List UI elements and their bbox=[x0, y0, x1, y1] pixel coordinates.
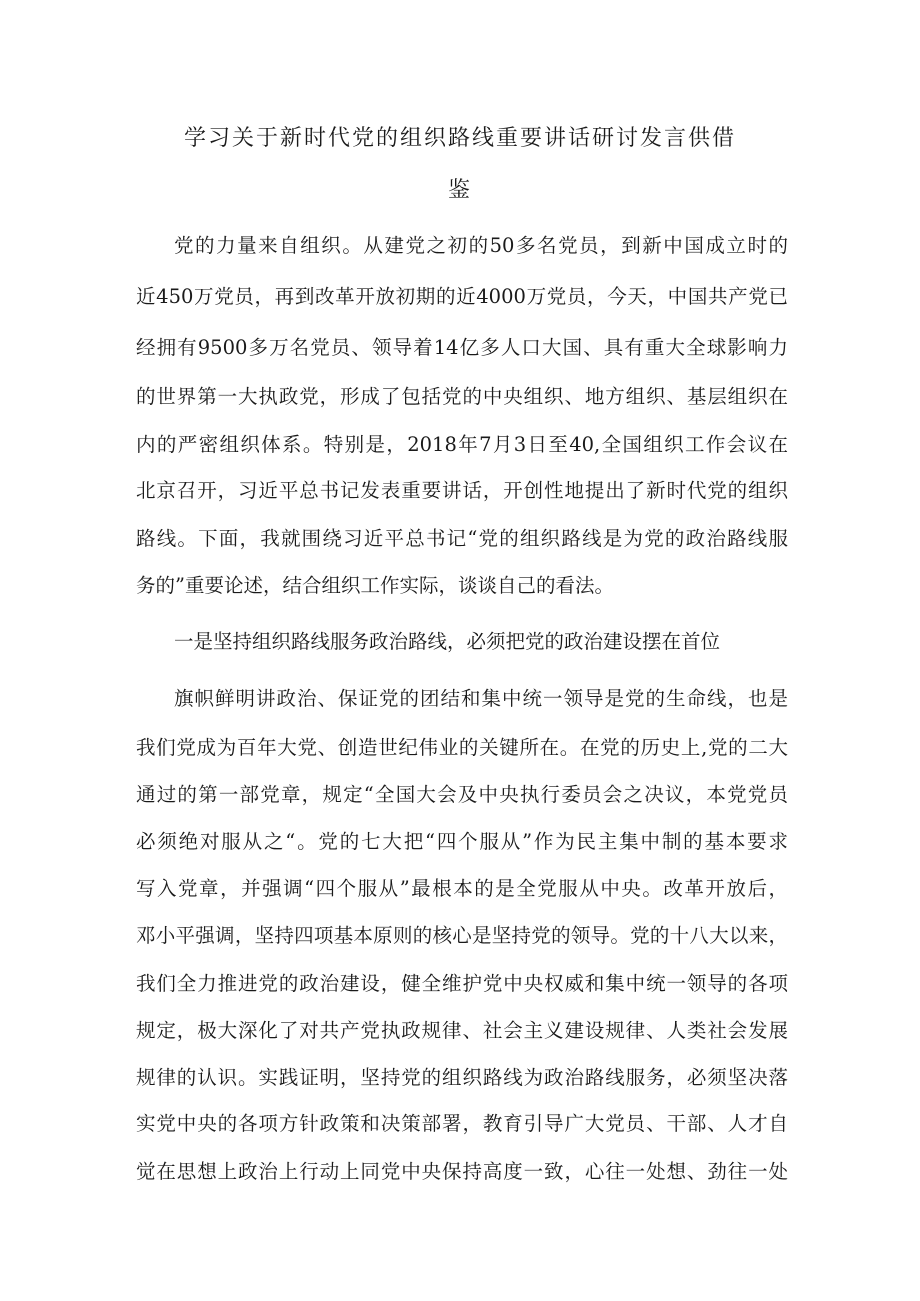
paragraph-2-line: 邓小平强调，坚持四项基本原则的核心是坚持党的领导。党的十八大以来， bbox=[136, 924, 788, 947]
paragraph-2-line: 我们全力推进党的政治建设，健全维护党中央权威和集中统一领导的各项 bbox=[136, 972, 788, 995]
paragraph-2-line: 旗帜鲜明讲政治、保证党的团结和集中统一领导是党的生命线，也是 bbox=[174, 687, 788, 710]
paragraph-1-line: 党的力量来自组织。从建党之初的50多名党员，到新中国成立时的 bbox=[174, 234, 788, 257]
paragraph-2-line: 我们党成为百年大党、创造世纪伟业的关键所在。在党的历史上,党的二大 bbox=[136, 736, 788, 759]
paragraph-1-line: 的世界第一大执政党，形成了包括党的中央组织、地方组织、基层组织在 bbox=[136, 385, 788, 408]
paragraph-1-line: 务的”重要论述，结合组织工作实际，谈谈自己的看法。 bbox=[136, 574, 614, 597]
paragraph-2-line: 规律的认识。实践证明，坚持党的组织路线为政治路线服务，必须坚决落 bbox=[136, 1066, 788, 1089]
paragraph-1-line: 北京召开，习近平总书记发表重要讲话，开创性地提出了新时代党的组织 bbox=[136, 479, 788, 502]
paragraph-2-line: 规定，极大深化了对共产党执政规律、社会主义建设规律、人类社会发展 bbox=[136, 1019, 788, 1042]
paragraph-2-line: 必须绝对服从之“。党的七大把“四个服从”作为民主集中制的基本要求 bbox=[136, 830, 788, 853]
document-title-line-2: 鉴 bbox=[447, 178, 472, 203]
paragraph-1-line: 路线。下面，我就围绕习近平总书记“党的组织路线是为党的政治路线服 bbox=[136, 527, 788, 550]
paragraph-1-line: 经拥有9500多万名党员、领导着14亿多人口大国、具有重大全球影响力 bbox=[136, 336, 788, 359]
paragraph-2-line: 实党中央的各项方针政策和决策部署，教育引导广大党员、干部、人才自 bbox=[136, 1112, 788, 1135]
paragraph-2-line: 觉在思想上政治上行动上同党中央保持高度一致，心往一处想、劲往一处 bbox=[136, 1160, 788, 1183]
paragraph-2-line: 写入党章，并强调“四个服从”最根本的是全党服从中央。改革开放后， bbox=[136, 877, 788, 900]
document-title-line-1: 学习关于新时代党的组织路线重要讲话研讨发言供借 bbox=[183, 126, 736, 151]
paragraph-2-line: 通过的第一部党章，规定“全国大会及中央执行委员会之决议，本党党员 bbox=[136, 783, 788, 806]
section-heading: 一是坚持组织路线服务政治路线，必须把党的政治建设摆在首位 bbox=[174, 630, 721, 653]
paragraph-1-line: 内的严密组织体系。特别是，2018年7月3日至40,全国组织工作会议在 bbox=[136, 433, 788, 456]
paragraph-1-line: 近450万党员，再到改革开放初期的近4000万党员，今天，中国共产党已 bbox=[136, 285, 788, 308]
